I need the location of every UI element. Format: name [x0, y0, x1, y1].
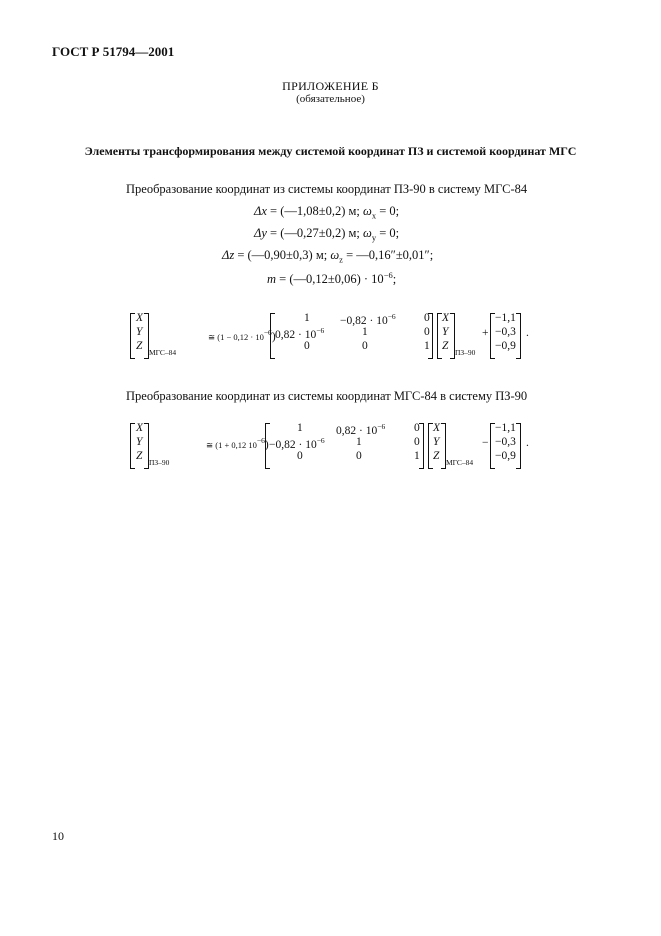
paragraph-2: Преобразование координат из системы координат МГС-84 в систему ПЗ-90 — [126, 389, 528, 403]
equation-m: m = (—0,12±0,06) · $10^{-6}$; — [267, 270, 397, 287]
equation-dx: Δx = (—1,08±0,2) м; $\omega_x = 0$; — [254, 204, 400, 221]
equation-dz: Δz = (—0,90±0,3) м; $\omega_z$ = —0,16″±0,01″; — [222, 248, 434, 265]
equation-dy: Δy = (—0,27±0,2) м; $\omega_y = 0$; — [254, 226, 400, 243]
document-header: ГОСТ Р 51794—2001 — [52, 44, 175, 59]
appendix-subtitle: (обязательное) — [296, 93, 365, 105]
paragraph-1: Преобразование координат из системы координат ПЗ-90 в систему МГС-84 — [126, 182, 528, 196]
page-number: 10 — [52, 829, 64, 843]
appendix-title: ПРИЛОЖЕНИЕ Б — [282, 79, 379, 93]
section-title: Элементы трансформирования между системой координат ПЗ и системой координат МГС — [84, 144, 577, 158]
